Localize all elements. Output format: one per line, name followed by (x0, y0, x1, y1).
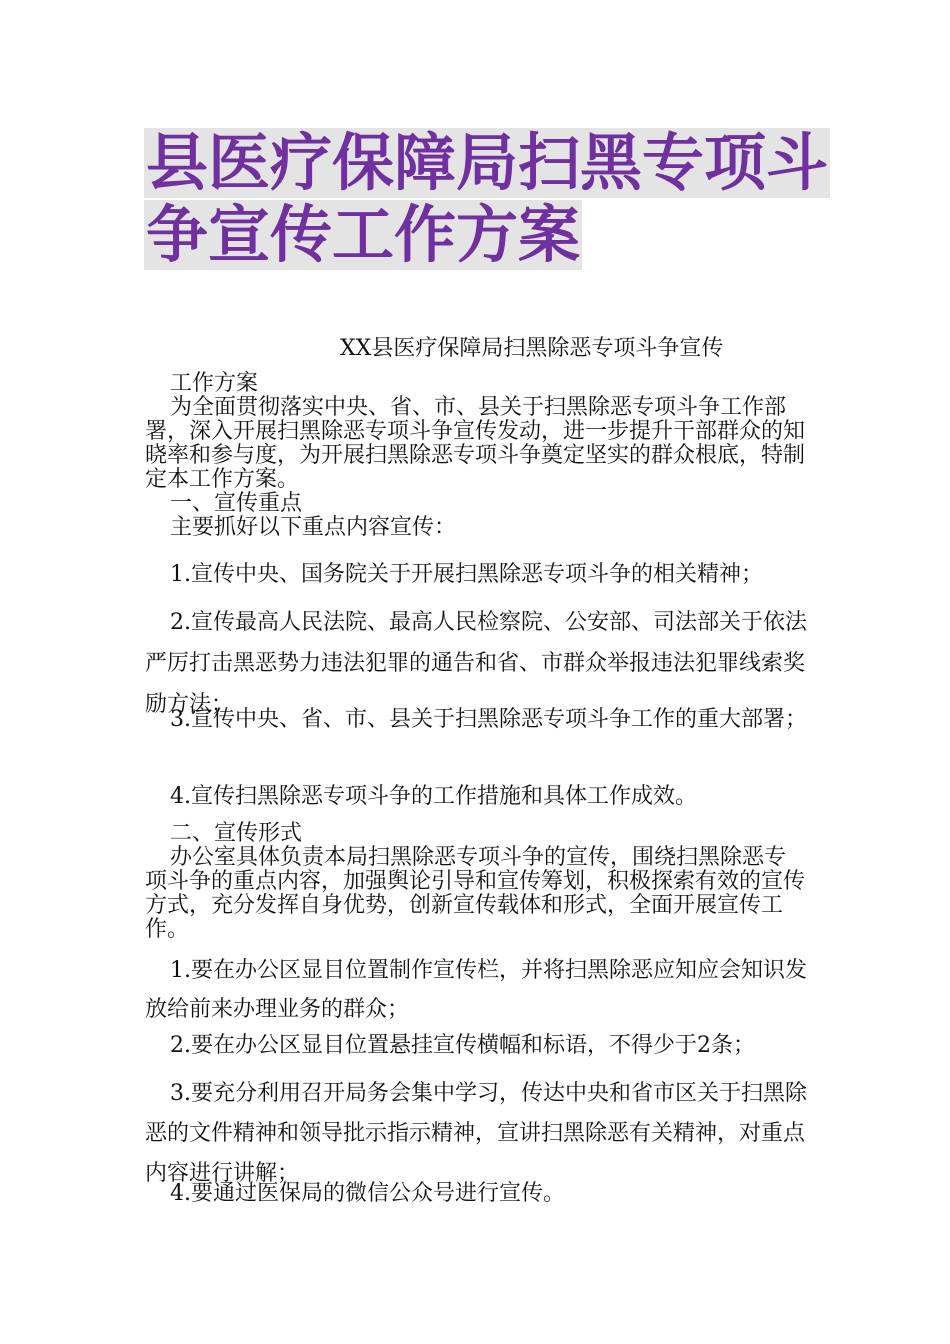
section1-item-3-block (145, 700, 807, 739)
section2-item: 2.要在办公区显目位置悬挂宣传横幅和标语，不得少于2条； (170, 1033, 755, 1058)
section2-item: 1.要在办公区显目位置制作宣传栏，并将扫黑除恶应知应会知识发放给前来办理业务的群众； (145, 958, 807, 1022)
body-block-2 (145, 822, 807, 942)
subtitle-line-1: XX县医疗保障局扫黑除恶专项斗争宣传 (340, 336, 724, 361)
section1-item: 2.宣传最高人民法院、最高人民检察院、公安部、司法部关于依法严厉打击黑恶势力违法犯罪的通告和省、市群众举报违法犯罪线索奖励方法； (145, 610, 807, 717)
subtitle-line-2: 工作方案 (170, 371, 259, 396)
section1-heading: 一、宣传重点 (170, 491, 303, 516)
section2-item: 3.要充分利用召开局务会集中学习，传达中央和省市区关于扫黑除恶的文件精神和领导批示指示精神，宣讲扫黑除恶有关精神，对重点内容进行讲解； (145, 1081, 807, 1186)
section2-lead: 办公室具体负责本局扫黑除恶专项斗争的宣传，围绕扫黑除恶专项斗争的重点内容，加强舆论引导和宣传筹划，积极探索有效的宣传方式，充分发挥自身优势，创新宣传载体和形式，全面开展宣传工作。 (145, 845, 806, 942)
section1-item: 1.宣传中央、国务院关于开展扫黑除恶专项斗争的相关精神； (170, 562, 763, 587)
section1-item-1-block (145, 555, 807, 594)
section2-item-1-block (145, 951, 807, 1029)
section2-item: 4.要通过医保局的微信公众号进行宣传。 (170, 1181, 565, 1206)
section1-lead: 主要抓好以下重点内容宣传： (170, 515, 457, 540)
section2-heading: 二、宣传形式 (170, 821, 303, 846)
intro-paragraph: 为全面贯彻落实中央、省、市、县关于扫黑除恶专项斗争工作部署，深入开展扫黑除恶专项斗争宣传发动，进一步提升干部群众的知晓率和参与度，为开展扫黑除恶专项斗争奠定坚实的群众根底，特制定本工作方案。 (145, 395, 806, 492)
section2-item-2-block (145, 1026, 807, 1065)
section1-item: 3.宣传中央、省、市、县关于扫黑除恶专项斗争工作的重大部署； (170, 707, 807, 732)
title-line-2: 争宣传工作方案 (146, 198, 581, 271)
title-line-1: 县医疗保障局扫黑专项斗 (146, 126, 829, 199)
section1-item: 4.宣传扫黑除恶专项斗争的工作措施和具体工作成效。 (170, 784, 697, 809)
section2-item-4-block (145, 1174, 807, 1213)
document-title (144, 126, 829, 271)
section1-item-4-block (145, 777, 807, 816)
body-block-1 (145, 372, 807, 540)
